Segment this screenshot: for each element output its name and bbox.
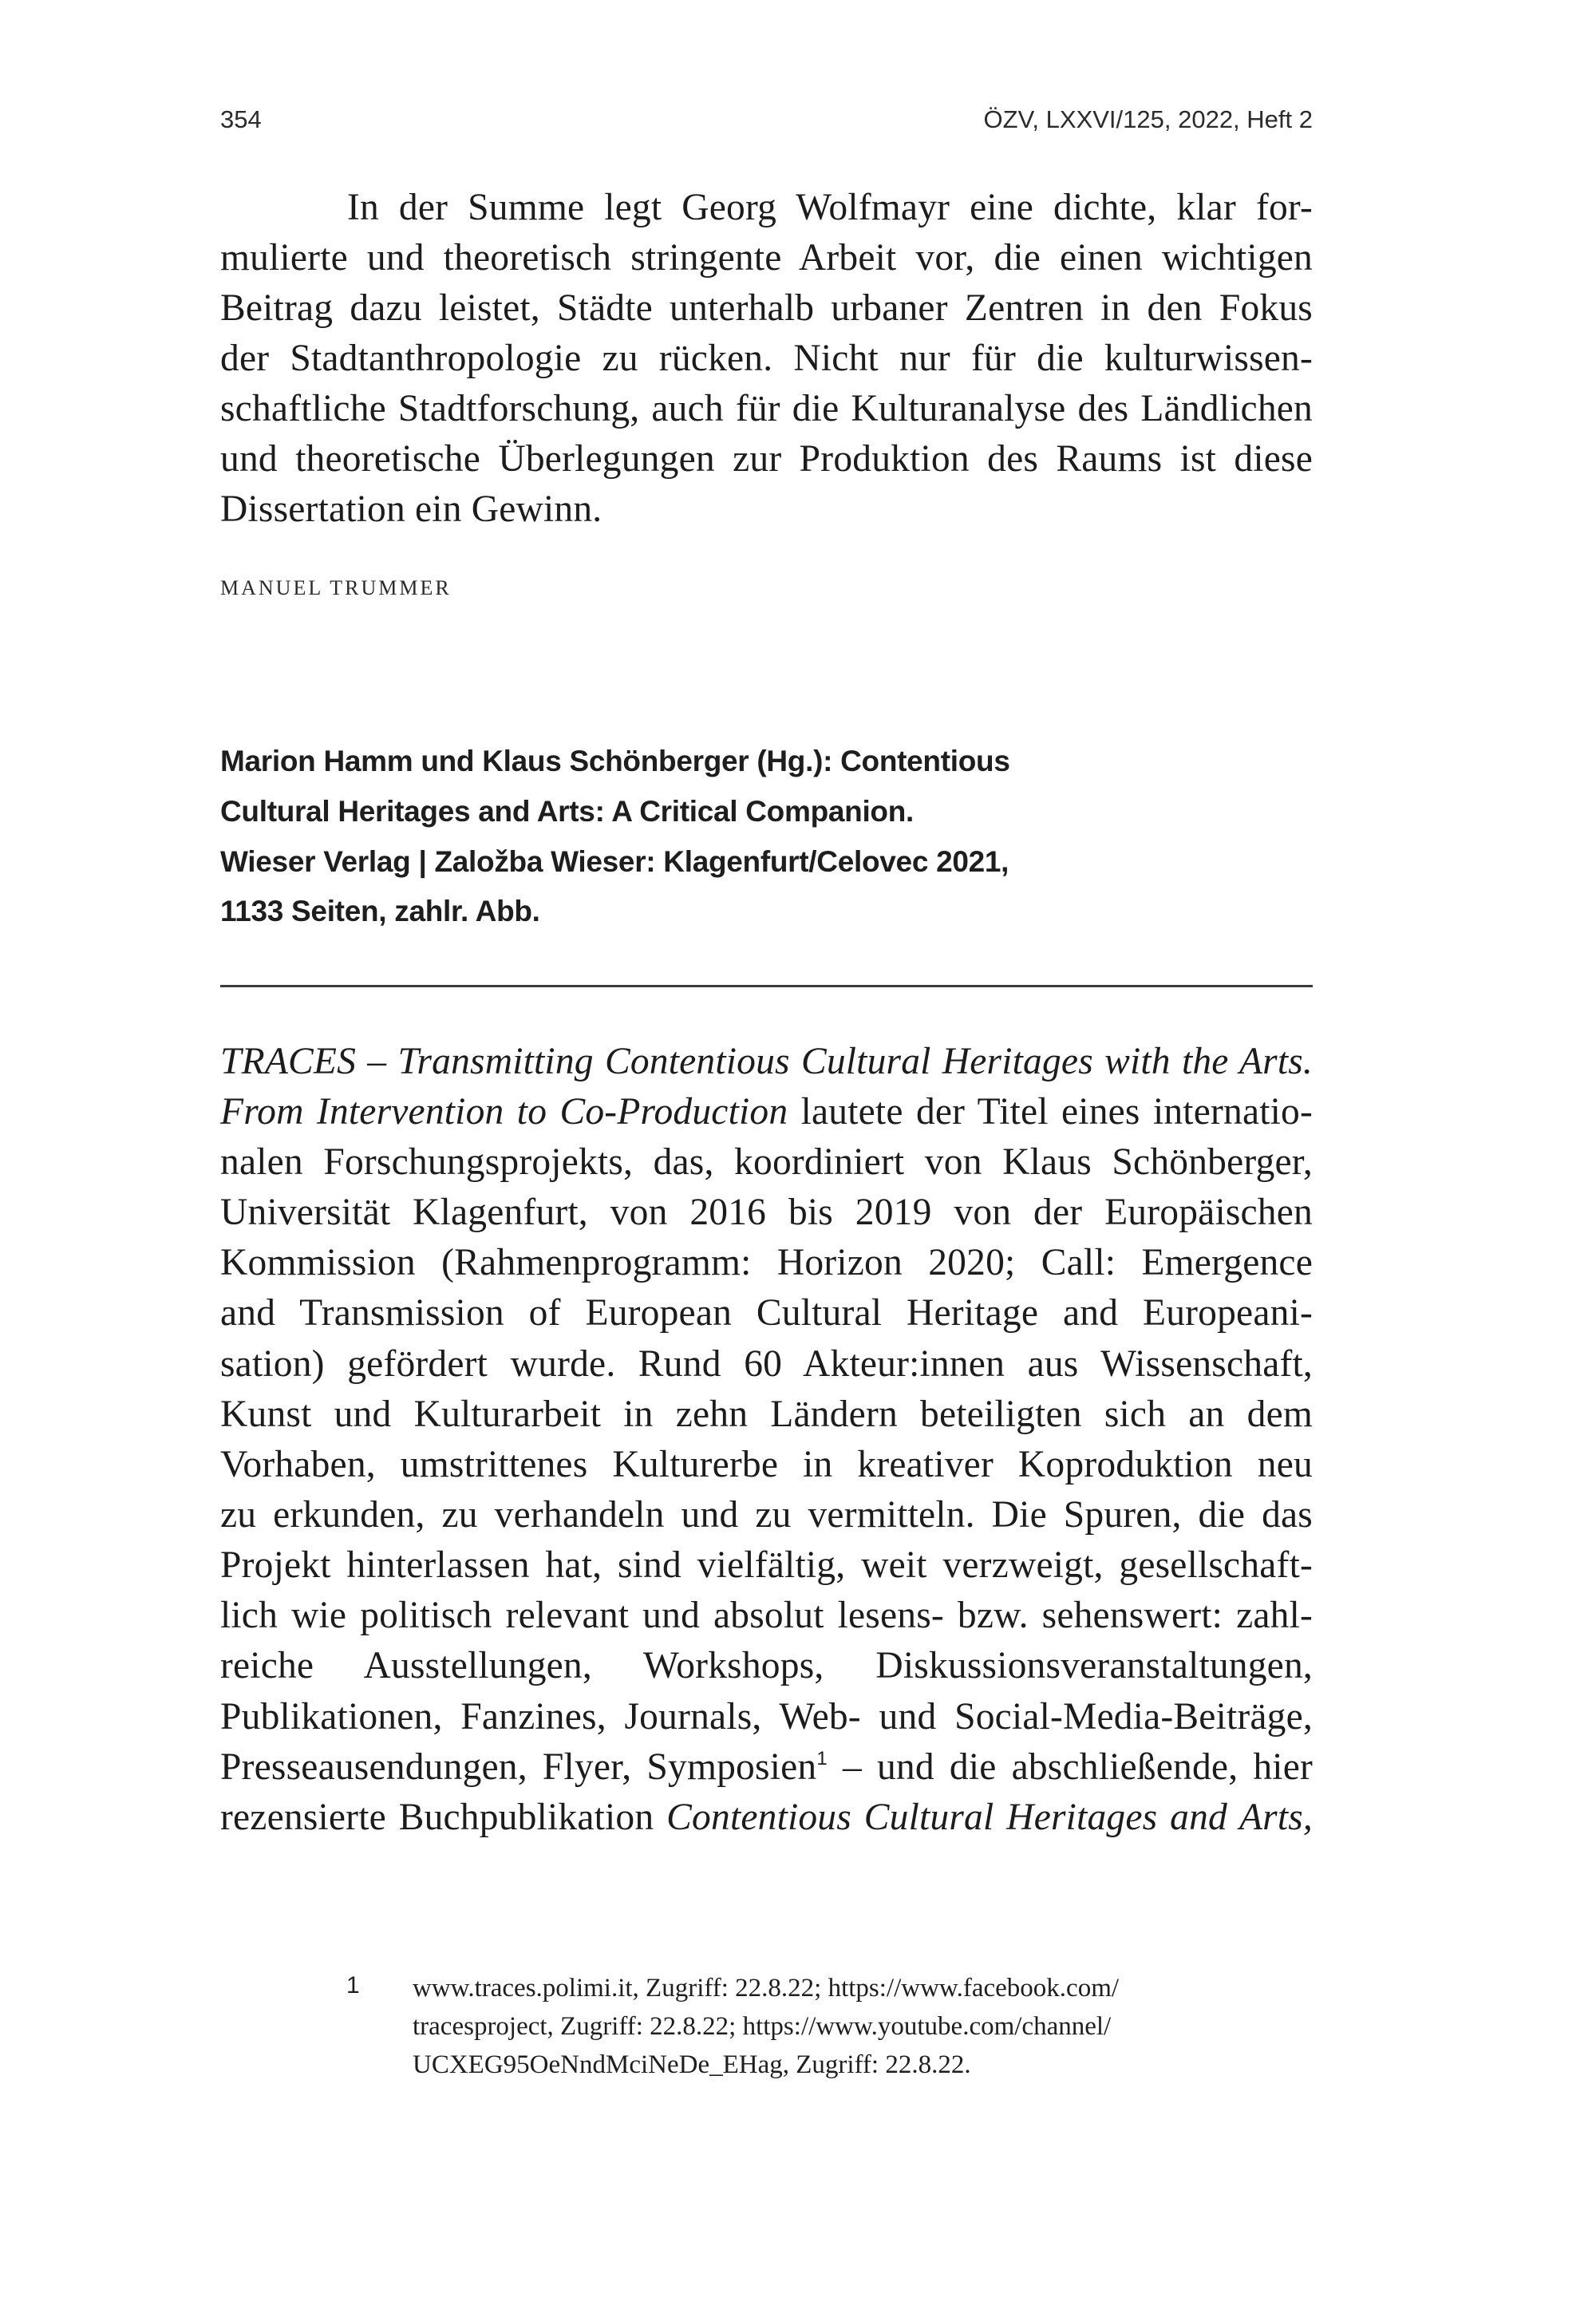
page-number: 354 bbox=[220, 105, 262, 133]
paragraph-line: Publikationen, Fanzines, Journals, Web- und Social-Media-Beiträge, bbox=[220, 1696, 1313, 1738]
paragraph-line: Universität Klagenfurt, von 2016 bis 2019 von der Europäischen bbox=[220, 1192, 1313, 1233]
paragraph-line bbox=[220, 1087, 1313, 1137]
journal-reference: ÖZV, LXXVI/125, 2022, Heft 2 bbox=[983, 105, 1313, 133]
footnote-reference[interactable]: 1 bbox=[816, 1748, 828, 1769]
paragraph-line: schaftliche Stadtforschung, auch für die Kulturanalyse des Ländlichen bbox=[220, 388, 1313, 429]
paragraph-line: TRACES – Transmitting Contentious Cultural Heritages with the Arts. bbox=[220, 1041, 1313, 1082]
book-heading-line: Cultural Heritages and Arts: A Critical Companion. bbox=[220, 795, 915, 828]
book-heading-line: 1133 Seiten, zahlr. Abb. bbox=[220, 895, 540, 927]
paragraph-line: Dissertation ein Gewinn. bbox=[220, 488, 602, 530]
book-heading-line: Marion Hamm und Klaus Schönberger (Hg.): Contentious bbox=[220, 745, 1010, 777]
paragraph-line: Kommission (Rahmenprogramm: Horizon 2020; Call: Emergence bbox=[220, 1242, 1313, 1283]
section-divider bbox=[220, 985, 1313, 987]
paragraph-line bbox=[220, 1793, 1313, 1843]
review-author: MANUEL TRUMMER bbox=[220, 576, 452, 599]
paragraph-line: In der Summe legt Georg Wolfmayr eine dichte, klar for- bbox=[347, 187, 1313, 228]
footnote-line[interactable]: UCXEG95OeNndMciNeDe_EHag, Zugriff: 22.8.22. bbox=[413, 2050, 971, 2079]
paragraph-line: nalen Forschungsprojekts, das, koordiniert von Klaus Schönberger, bbox=[220, 1141, 1313, 1183]
paragraph-line: Beitrag dazu leistet, Städte unterhalb urbaner Zentren in den Fokus bbox=[220, 287, 1313, 329]
paragraph-line bbox=[220, 1742, 1313, 1793]
paragraph-line: zu erkunden, zu verhandeln und zu vermitteln. Die Spuren, die das bbox=[220, 1494, 1313, 1536]
paragraph-line: und theoretische Überlegungen zur Produktion des Raums ist diese bbox=[220, 438, 1313, 480]
paragraph-line: der Stadtanthropologie zu rücken. Nicht nur für die kulturwissen- bbox=[220, 338, 1313, 379]
paragraph-line: Kunst und Kulturarbeit in zehn Ländern beteiligten sich an dem bbox=[220, 1394, 1313, 1435]
text-span: – und die abschließende, hier bbox=[827, 1746, 1313, 1788]
paragraph-line: reiche Ausstellungen, Workshops, Diskussionsveranstaltungen, bbox=[220, 1645, 1313, 1686]
footnote-line[interactable]: www.traces.polimi.it, Zugriff: 22.8.22; https://www.facebook.com/ bbox=[413, 1974, 1120, 2003]
text-span: Presseausendungen, Flyer, Symposien bbox=[220, 1746, 817, 1788]
text-span: rezensierte Buchpublikation bbox=[220, 1797, 667, 1838]
paragraph-line: Projekt hinterlassen hat, sind vielfältig, weit verzweigt, gesellschaft- bbox=[220, 1544, 1313, 1586]
text-span: lautete der Titel eines internatio- bbox=[788, 1091, 1313, 1133]
paragraph-line: mulierte und theoretisch stringente Arbeit vor, die einen wichtigen bbox=[220, 237, 1313, 279]
footnote-line[interactable]: tracesproject, Zugriff: 22.8.22; https://www.youtube.com/channel/ bbox=[413, 2012, 1112, 2041]
paragraph-line: lich wie politisch relevant und absolut lesens- bzw. sehenswert: zahl- bbox=[220, 1595, 1313, 1636]
paragraph-line: Vorhaben, umstrittenes Kulturerbe in kreativer Koproduktion neu bbox=[220, 1444, 1313, 1485]
paragraph-line: sation) gefördert wurde. Rund 60 Akteur:innen aus Wissenschaft, bbox=[220, 1343, 1313, 1385]
project-title-italic: From Intervention to Co-Production bbox=[220, 1091, 788, 1133]
running-header bbox=[220, 105, 1313, 137]
book-title-italic: Contentious Cultural Heritages and Arts, bbox=[666, 1797, 1313, 1838]
footnote-number: 1 bbox=[346, 1972, 360, 1999]
paragraph-line: and Transmission of European Cultural Heritage and Europeani- bbox=[220, 1292, 1313, 1334]
book-heading-line: Wieser Verlag | Založba Wieser: Klagenfurt/Celovec 2021, bbox=[220, 845, 1009, 878]
